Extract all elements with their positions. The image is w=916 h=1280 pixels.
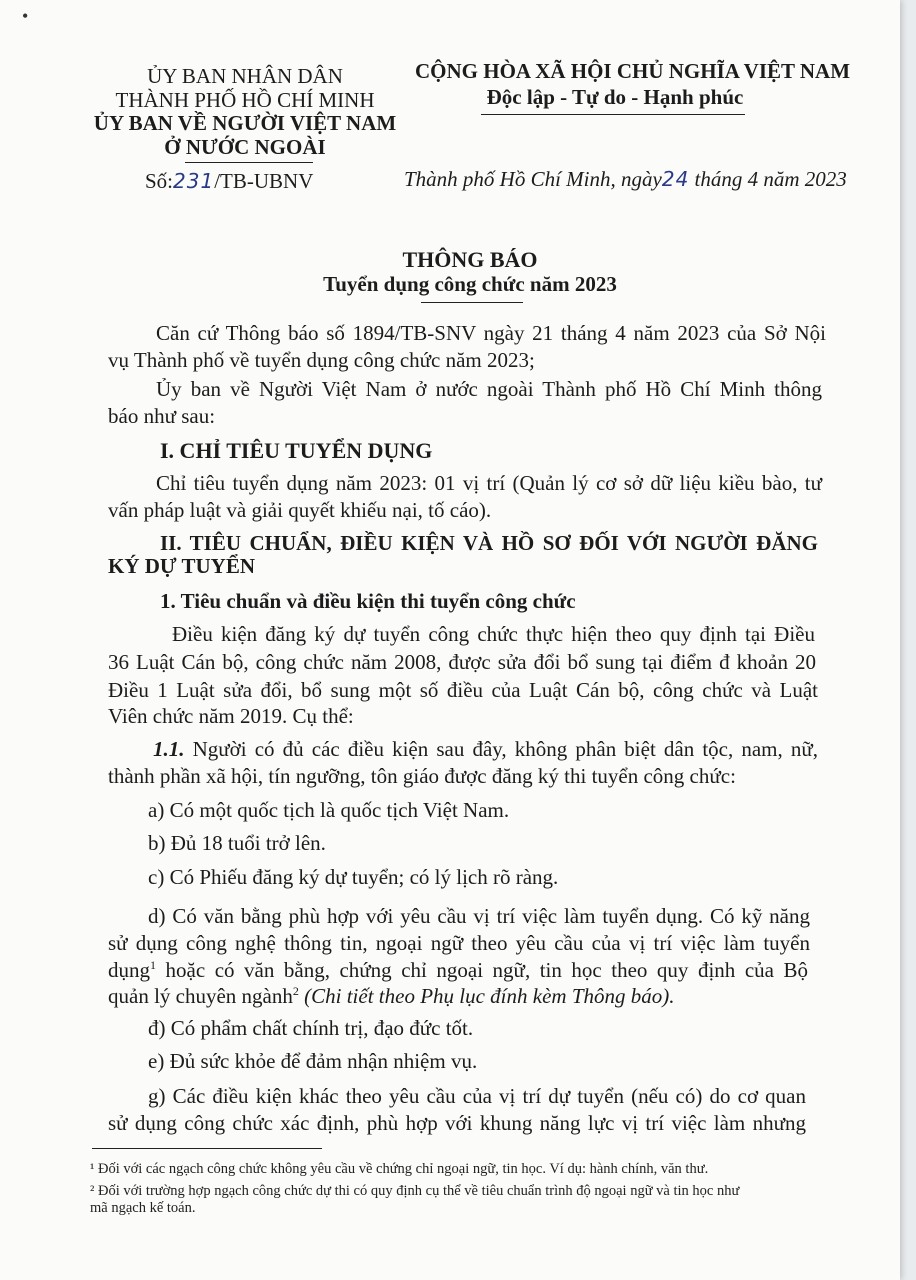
footnote-2-line1: ² Đối với trường hợp ngạch công chức dự thi có quy định cụ thể về tiêu chuẩn trình độ ngoại ngữ và tin học như xyxy=(90,1183,740,1199)
para-announce-line1: Ủy ban về Người Việt Nam ở nước ngoài Thành phố Hồ Chí Minh thông xyxy=(156,377,822,401)
condition-dd: đ) Có phẩm chất chính trị, đạo đức tốt. xyxy=(148,1016,474,1040)
header-left-line1: ỦY BAN NHÂN DÂN xyxy=(147,64,343,88)
para-legal-basis-line1: Căn cứ Thông báo số 1894/TB-SNV ngày 21 tháng 4 năm 2023 của Sở Nội xyxy=(156,321,826,345)
date-day-handwritten: 24 xyxy=(661,167,690,191)
document-date: Thành phố Hồ Chí Minh, ngày24 tháng 4 năm 2023 xyxy=(404,167,847,191)
condition-g-line1: g) Các điều kiện khác theo yêu cầu của vị trí dự tuyển (nếu có) do cơ quan xyxy=(148,1084,806,1108)
national-motto-underline xyxy=(481,114,745,115)
section-heading-1: I. CHỈ TIÊU TUYỂN DỤNG xyxy=(160,438,433,463)
footnote-separator xyxy=(92,1148,322,1149)
para-conditions-line4: Viên chức năm 2019. Cụ thể: xyxy=(108,704,354,728)
footnote-ref-2: 2 xyxy=(292,984,299,998)
para-1-1-line2: thành phần xã hội, tín ngưỡng, tôn giáo được đăng ký thi tuyển công chức: xyxy=(108,764,736,788)
notice-subtitle: Tuyển dụng công chức năm 2023 xyxy=(323,272,617,296)
para-1-1-line1: 1.1. Người có đủ các điều kiện sau đây, không phân biệt dân tộc, nam, nữ, xyxy=(153,737,818,761)
footnote-1: ¹ Đối với các ngạch công chức không yêu cầu về chứng chỉ ngoại ngữ, tin học. Ví dụ: hành chính, văn thư. xyxy=(90,1161,709,1177)
national-motto: Độc lập - Tự do - Hạnh phúc xyxy=(486,85,744,109)
para-conditions-line2: 36 Luật Cán bộ, công chức năm 2008, được sửa đổi bổ sung tại điểm đ khoản 20 xyxy=(108,650,816,674)
condition-d-line3: dụng$^1$ hoặc có văn bằng, chứng chỉ ngoại ngữ, tin học theo quy định của Bộ xyxy=(108,958,808,982)
condition-a: a) Có một quốc tịch là quốc tịch Việt Nam. xyxy=(148,798,510,822)
condition-d-line4: quản lý chuyên ngành$^2$ (Chi tiết theo Phụ lục đính kèm Thông báo). xyxy=(108,984,675,1008)
document-number-handwritten: 231 xyxy=(173,169,215,193)
condition-c: c) Có Phiếu đăng ký dự tuyển; có lý lịch rõ ràng. xyxy=(148,865,559,889)
condition-b: b) Đủ 18 tuổi trở lên. xyxy=(148,831,326,855)
header-left-org: ỦY BAN VỀ NGƯỜI VIỆT NAM xyxy=(93,111,397,135)
page-mark: • xyxy=(22,6,29,26)
section-heading-2-line1: II. TIÊU CHUẨN, ĐIỀU KIỆN VÀ HỒ SƠ ĐỐI VỚI NGƯỜI ĐĂNG xyxy=(160,531,818,555)
header-left-line2: THÀNH PHỐ HỒ CHÍ MINH xyxy=(115,88,375,112)
condition-d-line1: d) Có văn bằng phù hợp với yêu cầu vị trí việc làm tuyển dụng. Có kỹ năng xyxy=(148,904,810,928)
para-quota-line2: vấn pháp luật và giải quyết khiếu nại, tố cáo). xyxy=(108,498,492,522)
para-legal-basis-line2: vụ Thành phố về tuyển dụng công chức năm 2023; xyxy=(108,348,535,372)
title-underline xyxy=(421,302,523,303)
document-number: Số:231/TB-UBNV xyxy=(145,169,314,193)
national-title: CỘNG HÒA XÃ HỘI CHỦ NGHĨA VIỆT NAM xyxy=(415,59,851,83)
footnote-ref-1: 1 xyxy=(150,958,156,972)
para-conditions-line3: Điều 1 Luật sửa đổi, bổ sung một số điều của Luật Cán bộ, công chức và Luật xyxy=(108,678,818,702)
condition-e: e) Đủ sức khỏe để đảm nhận nhiệm vụ. xyxy=(148,1049,478,1073)
subsection-heading-1: 1. Tiêu chuẩn và điều kiện thi tuyển công chức xyxy=(160,589,576,613)
para-conditions-line1: Điều kiện đăng ký dự tuyển công chức thực hiện theo quy định tại Điều xyxy=(172,622,815,646)
section-heading-2-line2: KÝ DỰ TUYỂN xyxy=(108,554,256,578)
header-left-underline xyxy=(185,162,313,163)
condition-g-line2: sử dụng công chức xác định, phù hợp với khung năng lực vị trí việc làm nhưng xyxy=(108,1111,806,1135)
header-left-org-line2: Ở NƯỚC NGOÀI xyxy=(164,135,326,159)
clause-number: 1.1. xyxy=(153,737,185,761)
condition-d-line2: sử dụng công nghệ thông tin, ngoại ngữ theo yêu cầu của vị trí việc làm tuyển xyxy=(108,931,810,955)
para-quota-line1: Chỉ tiêu tuyển dụng năm 2023: 01 vị trí (Quản lý cơ sở dữ liệu kiều bào, tư xyxy=(156,471,822,495)
para-announce-line2: báo như sau: xyxy=(108,404,216,428)
notice-title: THÔNG BÁO xyxy=(402,247,538,272)
footnote-2-line2: mã ngạch kế toán. xyxy=(90,1200,196,1216)
